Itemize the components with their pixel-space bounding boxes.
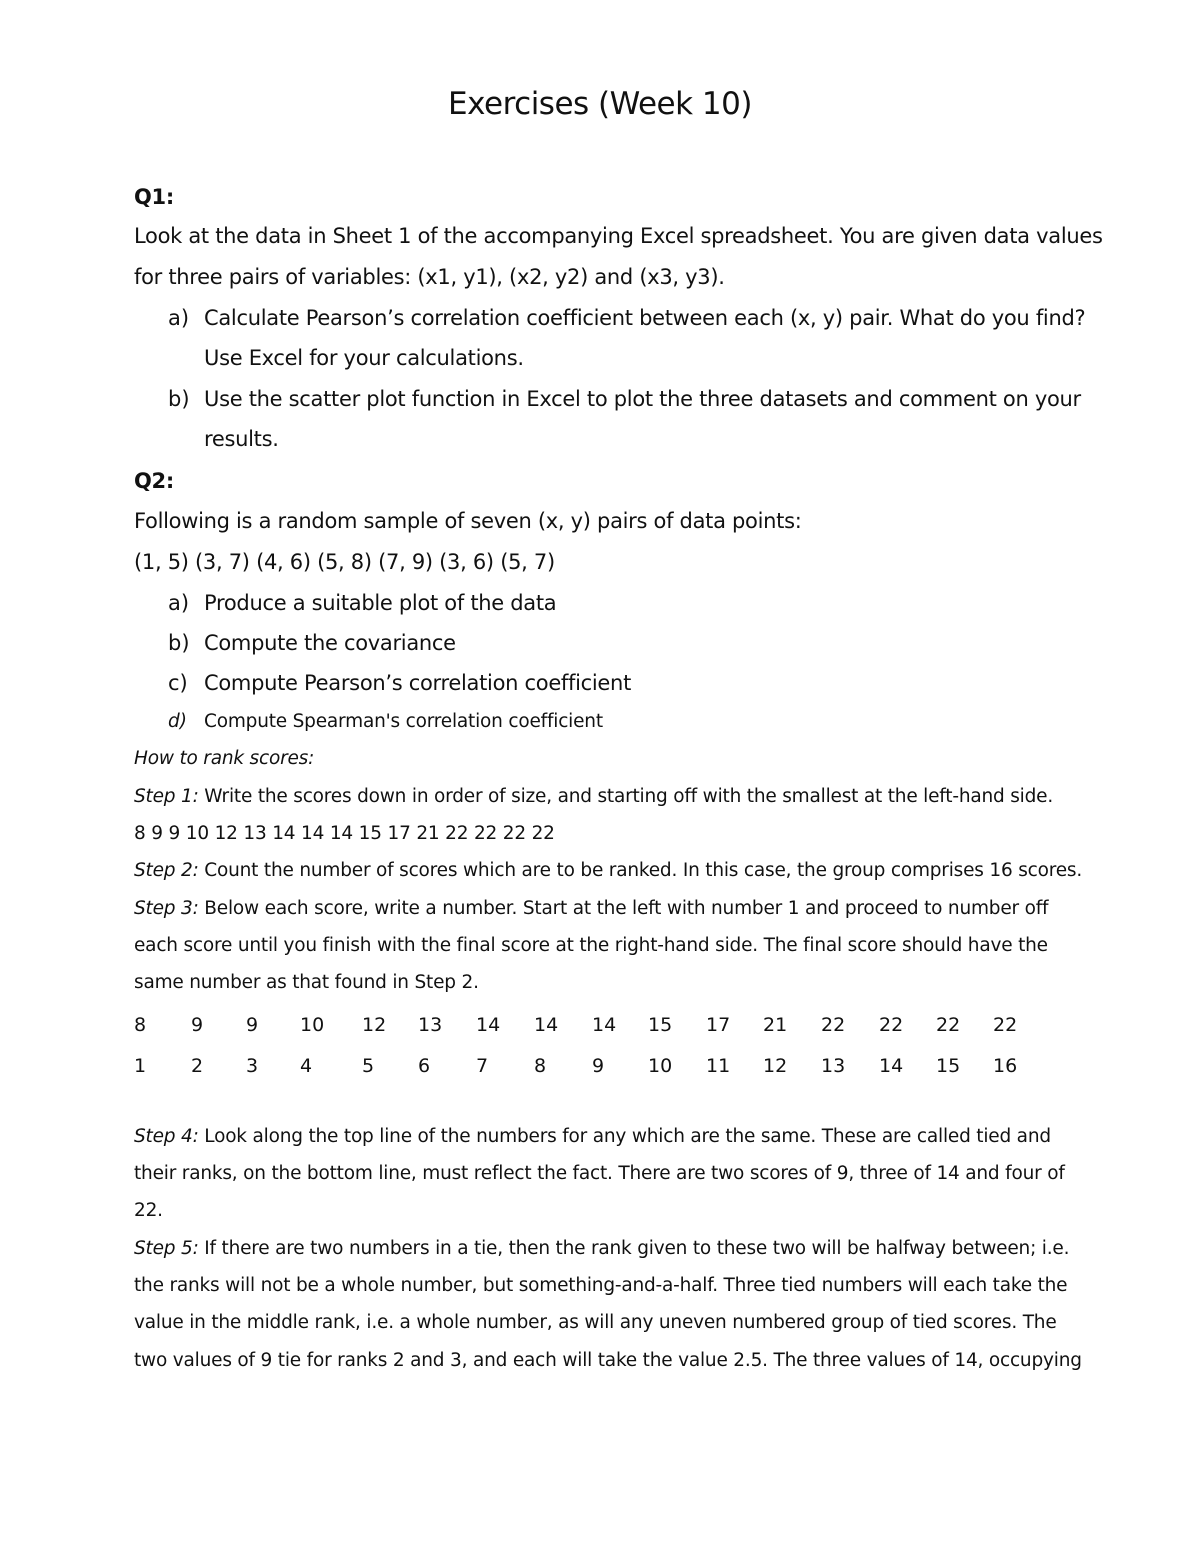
step3-label: Step 3: xyxy=(134,898,199,919)
table-score-cell: 14 xyxy=(534,1014,559,1036)
table-rank-cell: 12 xyxy=(763,1055,788,1077)
q2-intro: Following is a random sample of seven (x, y) pairs of data points: xyxy=(134,509,802,533)
step1-text: Write the scores down in order of size, and starting off with the smallest at the left-hand side. xyxy=(198,786,1054,807)
table-rank-cell: 14 xyxy=(879,1055,904,1077)
step4-text-line2: their ranks, on the bottom line, must reflect the fact. There are two scores of 9, three of 14 and four of xyxy=(134,1163,1065,1184)
table-score-cell: 22 xyxy=(821,1014,846,1036)
table-score-cell: 22 xyxy=(936,1014,961,1036)
table-score-cell: 10 xyxy=(300,1014,325,1036)
step4-text-line1: Look along the top line of the numbers for any which are the same. These are called tied and xyxy=(198,1126,1051,1147)
table-score-cell: 12 xyxy=(362,1014,387,1036)
q2-item-a-text: Produce a suitable plot of the data xyxy=(204,591,557,615)
table-score-cell: 22 xyxy=(879,1014,904,1036)
step1-label: Step 1: xyxy=(134,786,199,807)
step3-text-line1: Below each score, write a number. Start at the left with number 1 and proceed to number off xyxy=(198,898,1049,919)
q2-item-d-marker: d) xyxy=(168,711,187,732)
q1-item-b-marker: b) xyxy=(168,387,190,411)
step3-text-line2: each score until you finish with the final score at the right-hand side. The final score should have the xyxy=(134,935,1048,956)
q1-intro-line2: for three pairs of variables: (x1, y1), (x2, y2) and (x3, y3). xyxy=(134,265,725,289)
q1-heading: Q1: xyxy=(134,185,174,209)
step5-paragraph xyxy=(134,1236,1069,1262)
step2-text: Count the number of scores which are to be ranked. In this case, the group comprises 16 scores. xyxy=(198,860,1083,881)
step5-text-line2: the ranks will not be a whole number, but something-and-a-half. Three tied numbers will each take the xyxy=(134,1275,1068,1296)
table-rank-cell: 10 xyxy=(648,1055,673,1077)
table-rank-cell: 9 xyxy=(592,1055,605,1077)
step5-label: Step 5: xyxy=(134,1238,199,1259)
q1-item-a-marker: a) xyxy=(168,306,190,330)
table-score-cell: 14 xyxy=(592,1014,617,1036)
q1-item-a-line1: Calculate Pearson’s correlation coefficient between each (x, y) pair. What do you find? xyxy=(204,306,1086,330)
table-rank-cell: 8 xyxy=(534,1055,547,1077)
table-rank-cell: 11 xyxy=(706,1055,731,1077)
table-rank-cell: 2 xyxy=(191,1055,204,1077)
q2-item-b-marker: b) xyxy=(168,631,190,655)
q2-pairs: (1, 5) (3, 7) (4, 6) (5, 8) (7, 9) (3, 6) (5, 7) xyxy=(134,550,555,574)
table-score-cell: 14 xyxy=(476,1014,501,1036)
table-rank-cell: 13 xyxy=(821,1055,846,1077)
table-rank-cell: 16 xyxy=(993,1055,1018,1077)
table-rank-cell: 1 xyxy=(134,1055,147,1077)
table-rank-cell: 4 xyxy=(300,1055,313,1077)
step2-paragraph xyxy=(134,858,1082,884)
table-score-cell: 21 xyxy=(763,1014,788,1036)
step4-paragraph xyxy=(134,1124,1051,1150)
q1-intro-line1: Look at the data in Sheet 1 of the accompanying Excel spreadsheet. You are given data values xyxy=(134,224,1103,248)
table-score-cell: 8 xyxy=(134,1014,147,1036)
table-score-cell: 17 xyxy=(706,1014,731,1036)
q1-item-b-line2: results. xyxy=(204,427,279,451)
q2-item-b-text: Compute the covariance xyxy=(204,631,456,655)
table-rank-cell: 5 xyxy=(362,1055,375,1077)
q2-heading: Q2: xyxy=(134,469,174,493)
page-title: Exercises (Week 10) xyxy=(448,86,752,122)
table-rank-cell: 7 xyxy=(476,1055,489,1077)
table-rank-cell: 6 xyxy=(418,1055,431,1077)
step5-text-line4: two values of 9 tie for ranks 2 and 3, and each will take the value 2.5. The three values of 14, occupying xyxy=(134,1350,1082,1371)
table-rank-cell: 15 xyxy=(936,1055,961,1077)
scores-line: 8 9 9 10 12 13 14 14 14 15 17 21 22 22 22 22 xyxy=(134,823,555,844)
q2-item-a-marker: a) xyxy=(168,591,190,615)
step4-label: Step 4: xyxy=(134,1126,199,1147)
step1-paragraph xyxy=(134,784,1053,810)
q2-item-c-marker: c) xyxy=(168,671,188,695)
table-score-cell: 22 xyxy=(993,1014,1018,1036)
q2-item-d-text: Compute Spearman's correlation coefficient xyxy=(204,711,603,732)
step2-label: Step 2: xyxy=(134,860,199,881)
table-rank-cell: 3 xyxy=(246,1055,259,1077)
ranking-heading: How to rank scores: xyxy=(134,748,315,769)
q2-item-c-text: Compute Pearson’s correlation coefficient xyxy=(204,671,631,695)
step3-paragraph xyxy=(134,896,1048,922)
step3-text-line3: same number as that found in Step 2. xyxy=(134,972,479,993)
table-score-cell: 15 xyxy=(648,1014,673,1036)
table-score-cell: 13 xyxy=(418,1014,443,1036)
q1-item-b-line1: Use the scatter plot function in Excel to plot the three datasets and comment on your xyxy=(204,387,1081,411)
step5-text-line3: value in the middle rank, i.e. a whole number, as will any uneven numbered group of tied scores. The xyxy=(134,1312,1057,1333)
q1-item-a-line2: Use Excel for your calculations. xyxy=(204,346,524,370)
step4-text-line3: 22. xyxy=(134,1200,163,1221)
table-score-cell: 9 xyxy=(191,1014,204,1036)
table-score-cell: 9 xyxy=(246,1014,259,1036)
step5-text-line1: If there are two numbers in a tie, then the rank given to these two will be halfway between; i.e. xyxy=(198,1238,1070,1259)
